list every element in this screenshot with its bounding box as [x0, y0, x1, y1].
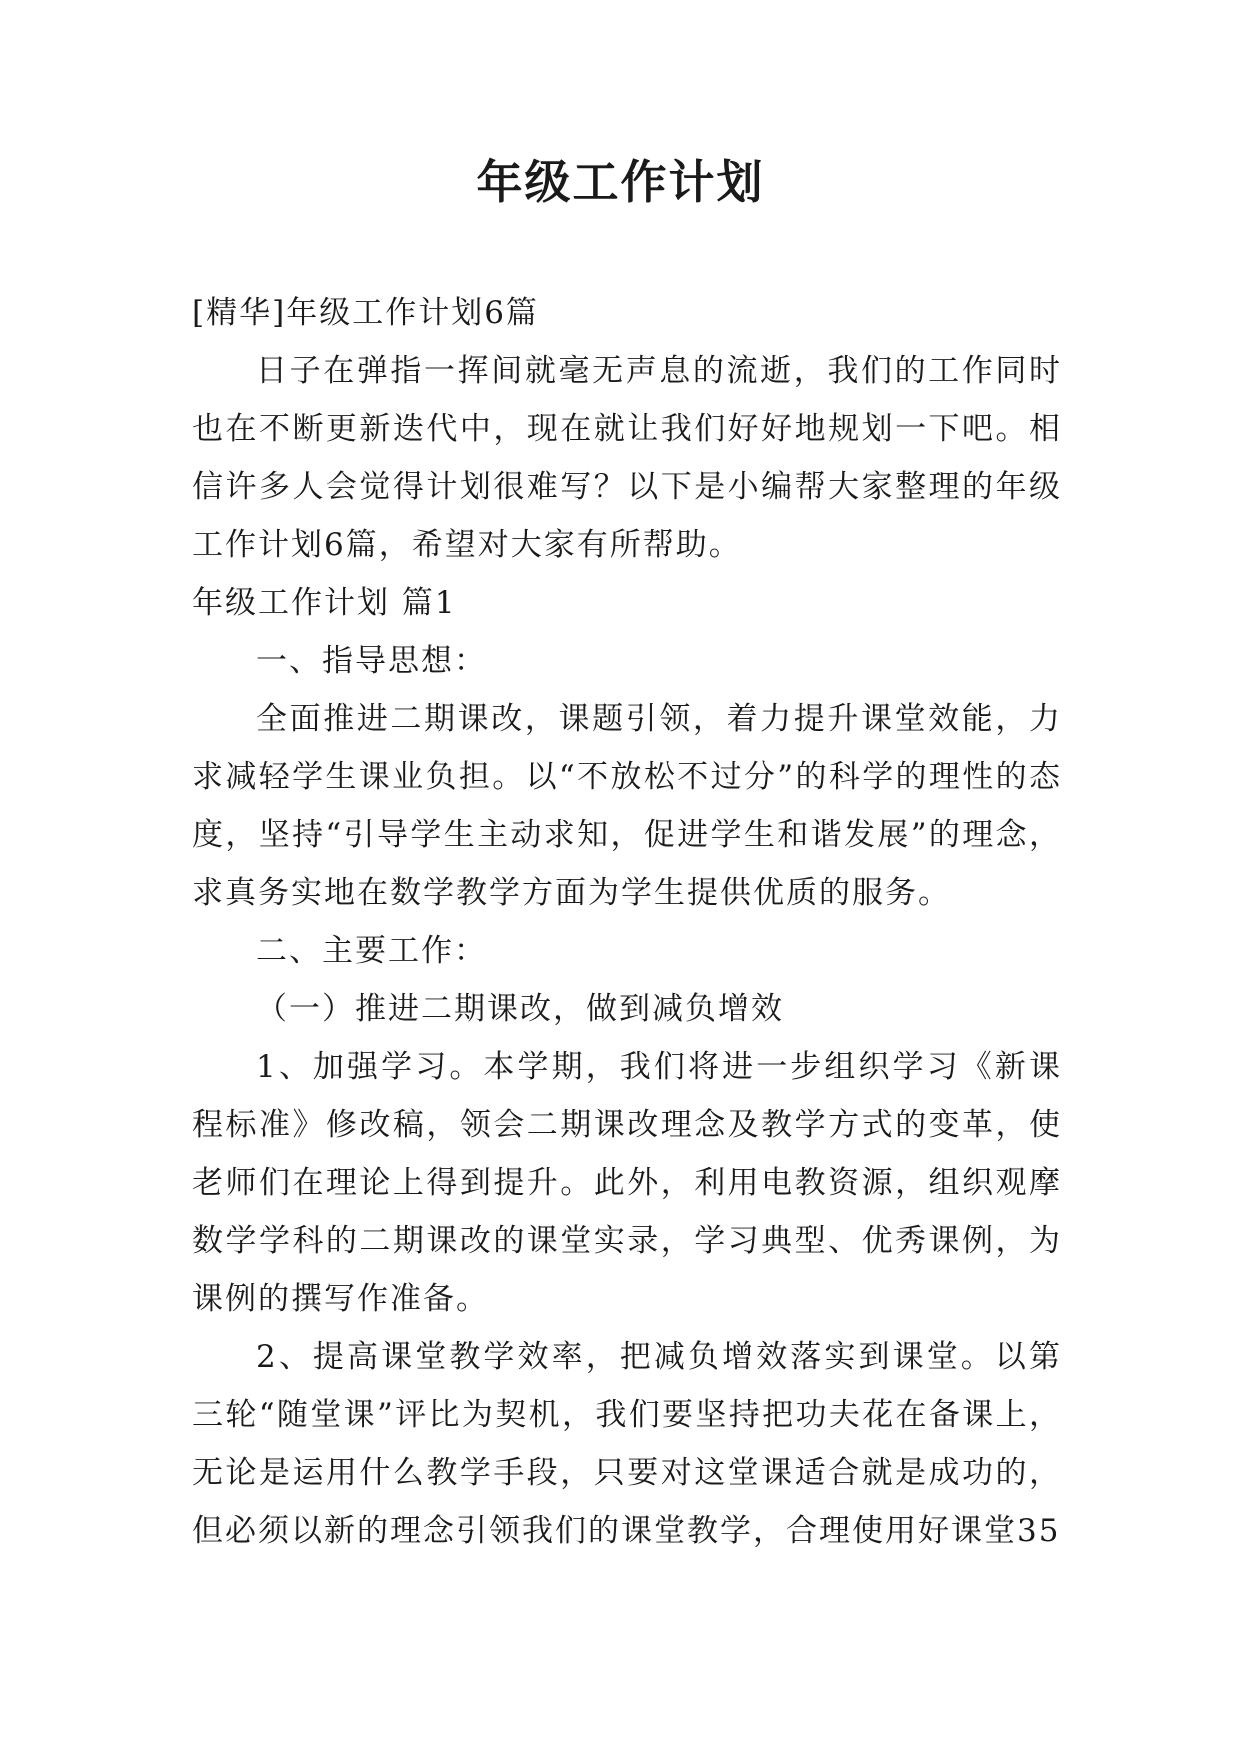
document-title: 年级工作计划 — [476, 155, 765, 209]
heading-guiding-ideology: 一、指导思想： — [256, 643, 487, 679]
heading-subsection-1: （一）推进二期课改，做到减负增效 — [256, 991, 784, 1027]
section-title: 年级工作计划 篇1 — [192, 585, 457, 621]
document-body — [192, 284, 1062, 1560]
paragraph-guiding-ideology: 全面推进二期课改，课题引领，着力提升课堂效能，力求减轻学生课业负担。以“不放松不过分”的科学的理性的态度，坚持“引导学生主动求知，促进学生和谐发展”的理念，求真务实地在数学教学方面为学生提供优质的服务。 — [192, 701, 1062, 911]
paragraph-item-2: 2、提高课堂教学效率，把减负增效落实到课堂。以第三轮“随堂课”评比为契机，我们要坚持把功夫花在备课上，无论是运用什么教学手段，只要对这堂课适合就是成功的，但必须以新的理念引领我们的课堂教学，合理使用好课堂35 — [192, 1339, 1062, 1549]
heading-main-work: 二、主要工作： — [256, 933, 487, 969]
document-subtitle: [精华]年级工作计划6篇 — [192, 295, 539, 331]
paragraph-item-1: 1、加强学习。本学期，我们将进一步组织学习《新课程标准》修改稿，领会二期课改理念及教学方式的变革，使老师们在理论上得到提升。此外，利用电教资源，组织观摩数学学科的二期课改的课堂实录，学习典型、优秀课例，为课例的撰写作准备。 — [192, 1049, 1062, 1317]
intro-paragraph: 日子在弹指一挥间就毫无声息的流逝，我们的工作同时也在不断更新迭代中，现在就让我们好好地规划一下吧。相信许多人会觉得计划很难写？以下是小编帮大家整理的年级工作计划6篇，希望对大家有所帮助。 — [192, 353, 1062, 563]
